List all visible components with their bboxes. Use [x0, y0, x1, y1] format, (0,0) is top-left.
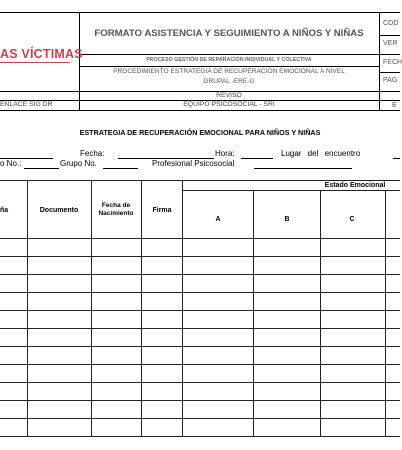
lugar-label: Lugar del encuentro [281, 149, 361, 158]
col-header-fecha-line2: Nacimiento [98, 210, 134, 217]
hora-field[interactable] [241, 158, 273, 159]
estado-col-c: C [349, 216, 355, 223]
form-heading: ESTRATEGIA DE RECUPERACIÓN EMOCIONAL PARA NIÑOS Y NIÑAS [79, 128, 321, 137]
estado-col-b: B [284, 216, 290, 223]
hora-label: Hora: [215, 149, 235, 158]
enlace-label: ENLACE SIG DR [0, 101, 53, 108]
col-header-documento: Documento [39, 207, 79, 214]
side-label-cod: COD [383, 20, 399, 27]
side-label-ver: VER [383, 40, 398, 47]
side-label-bottom: E [392, 102, 397, 109]
col-header-fecha-line1: Fecha de [101, 202, 131, 209]
procedure-line1: PROCEDIMIENTO ESTRATEGIA DE RECUPERACIÓN EMOCIONAL A NIVEL [113, 68, 345, 75]
estado-emocional-header: Estado Emocional [324, 182, 386, 189]
procedure-line2: GRUPAL -ERE-G [203, 78, 255, 85]
fecha-label: Fecha: [80, 149, 105, 158]
side-label-fech: FECH [383, 59, 402, 66]
side-label-pag: PAG [383, 77, 398, 84]
lugar-field[interactable] [393, 158, 400, 159]
grupo-no-label: Grupo No. [60, 159, 97, 168]
col-header-nina: ña [0, 207, 9, 214]
form-title: FORMATO ASISTENCIA Y SEGUIMIENTO A NIÑOS Y NIÑAS [94, 28, 364, 39]
estado-col-a: A [215, 216, 221, 223]
profesional-label: Profesional Psicosocial [152, 159, 235, 168]
encuentro-no-label: o No.: [0, 159, 22, 168]
logo-text: AS VÍCTIMAS [0, 47, 83, 61]
logo-rule [0, 62, 70, 63]
encuentro-no-field[interactable] [24, 168, 59, 169]
col-header-firma: Firma [152, 207, 172, 214]
reviso-label: REVISO [216, 92, 242, 99]
process-text: PROCESO GESTIÓN DE REPARACIÓN INDIVIDUAL Y COLECTIVA [146, 57, 312, 63]
profesional-field[interactable] [254, 168, 352, 169]
attendance-table [0, 180, 400, 437]
equipo-label: EQUIPO PSICOSOCIAL - SRI [183, 101, 275, 108]
grupo-no-field[interactable] [103, 168, 138, 169]
